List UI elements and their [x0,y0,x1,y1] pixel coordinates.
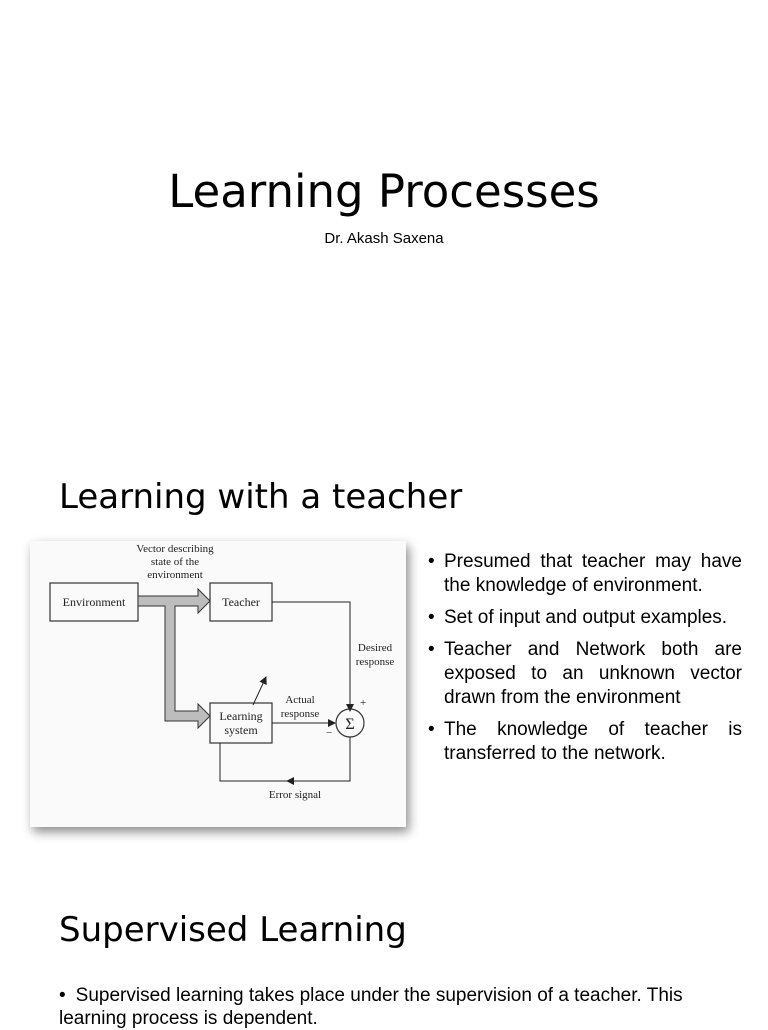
actual-label-1: Actual [285,694,315,706]
bullet-text: Set of input and output examples. [444,607,728,628]
supervised-learning-text: Supervised learning takes place under the supervision of a teacher. This learning process is dependent. [59,985,683,1029]
bullet-icon: • [428,607,435,628]
bullet-text: Teacher and Network both are exposed to an unknown vector drawn from the environment [444,639,742,708]
supervised-learning-bullet [59,984,739,1030]
vector-label-line2: state of the [150,556,200,568]
learning-system-label-1: Learning [219,709,263,723]
vector-label-line3: environment [147,569,203,581]
error-signal-label: Error signal [268,789,322,801]
minus-sign: − [326,727,333,739]
environment-label: Environment [62,595,126,609]
state-vector-arrow [138,589,210,728]
error-arrowhead [286,777,294,785]
bullet-icon: • [59,985,66,1006]
bullet-item [428,718,742,766]
adaptation-arrow [253,677,266,705]
bullet-item [428,638,742,710]
bullet-item [428,606,742,630]
bullet-text: Presumed that teacher may have the knowledge of environment. [444,551,742,596]
learning-with-teacher-diagram [30,541,406,827]
slide-author: Dr. Akash Saxena [324,230,444,247]
desired-label-2: response [355,656,395,668]
bullet-text: The knowledge of teacher is transferred to the network. [444,719,742,764]
actual-label-2: response [280,708,320,720]
section-heading-supervised-learning: Supervised Learning [59,910,407,950]
plus-sign: + [360,697,367,709]
bullet-icon: • [428,551,435,572]
sigma-symbol: Σ [345,716,355,733]
teacher-label: Teacher [222,595,260,609]
learning-system-label-2: system [224,723,258,737]
slide-title: Learning Processes [168,165,600,218]
section-heading-learning-with-teacher: Learning with a teacher [59,477,463,517]
vector-label-line1: Vector describing [136,543,214,555]
bullet-item [428,550,742,598]
bullet-icon: • [428,639,435,660]
teacher-bullet-list [428,550,742,774]
bullet-icon: • [428,719,435,740]
block-diagram-svg [30,541,406,827]
desired-label-1: Desired [357,642,393,654]
